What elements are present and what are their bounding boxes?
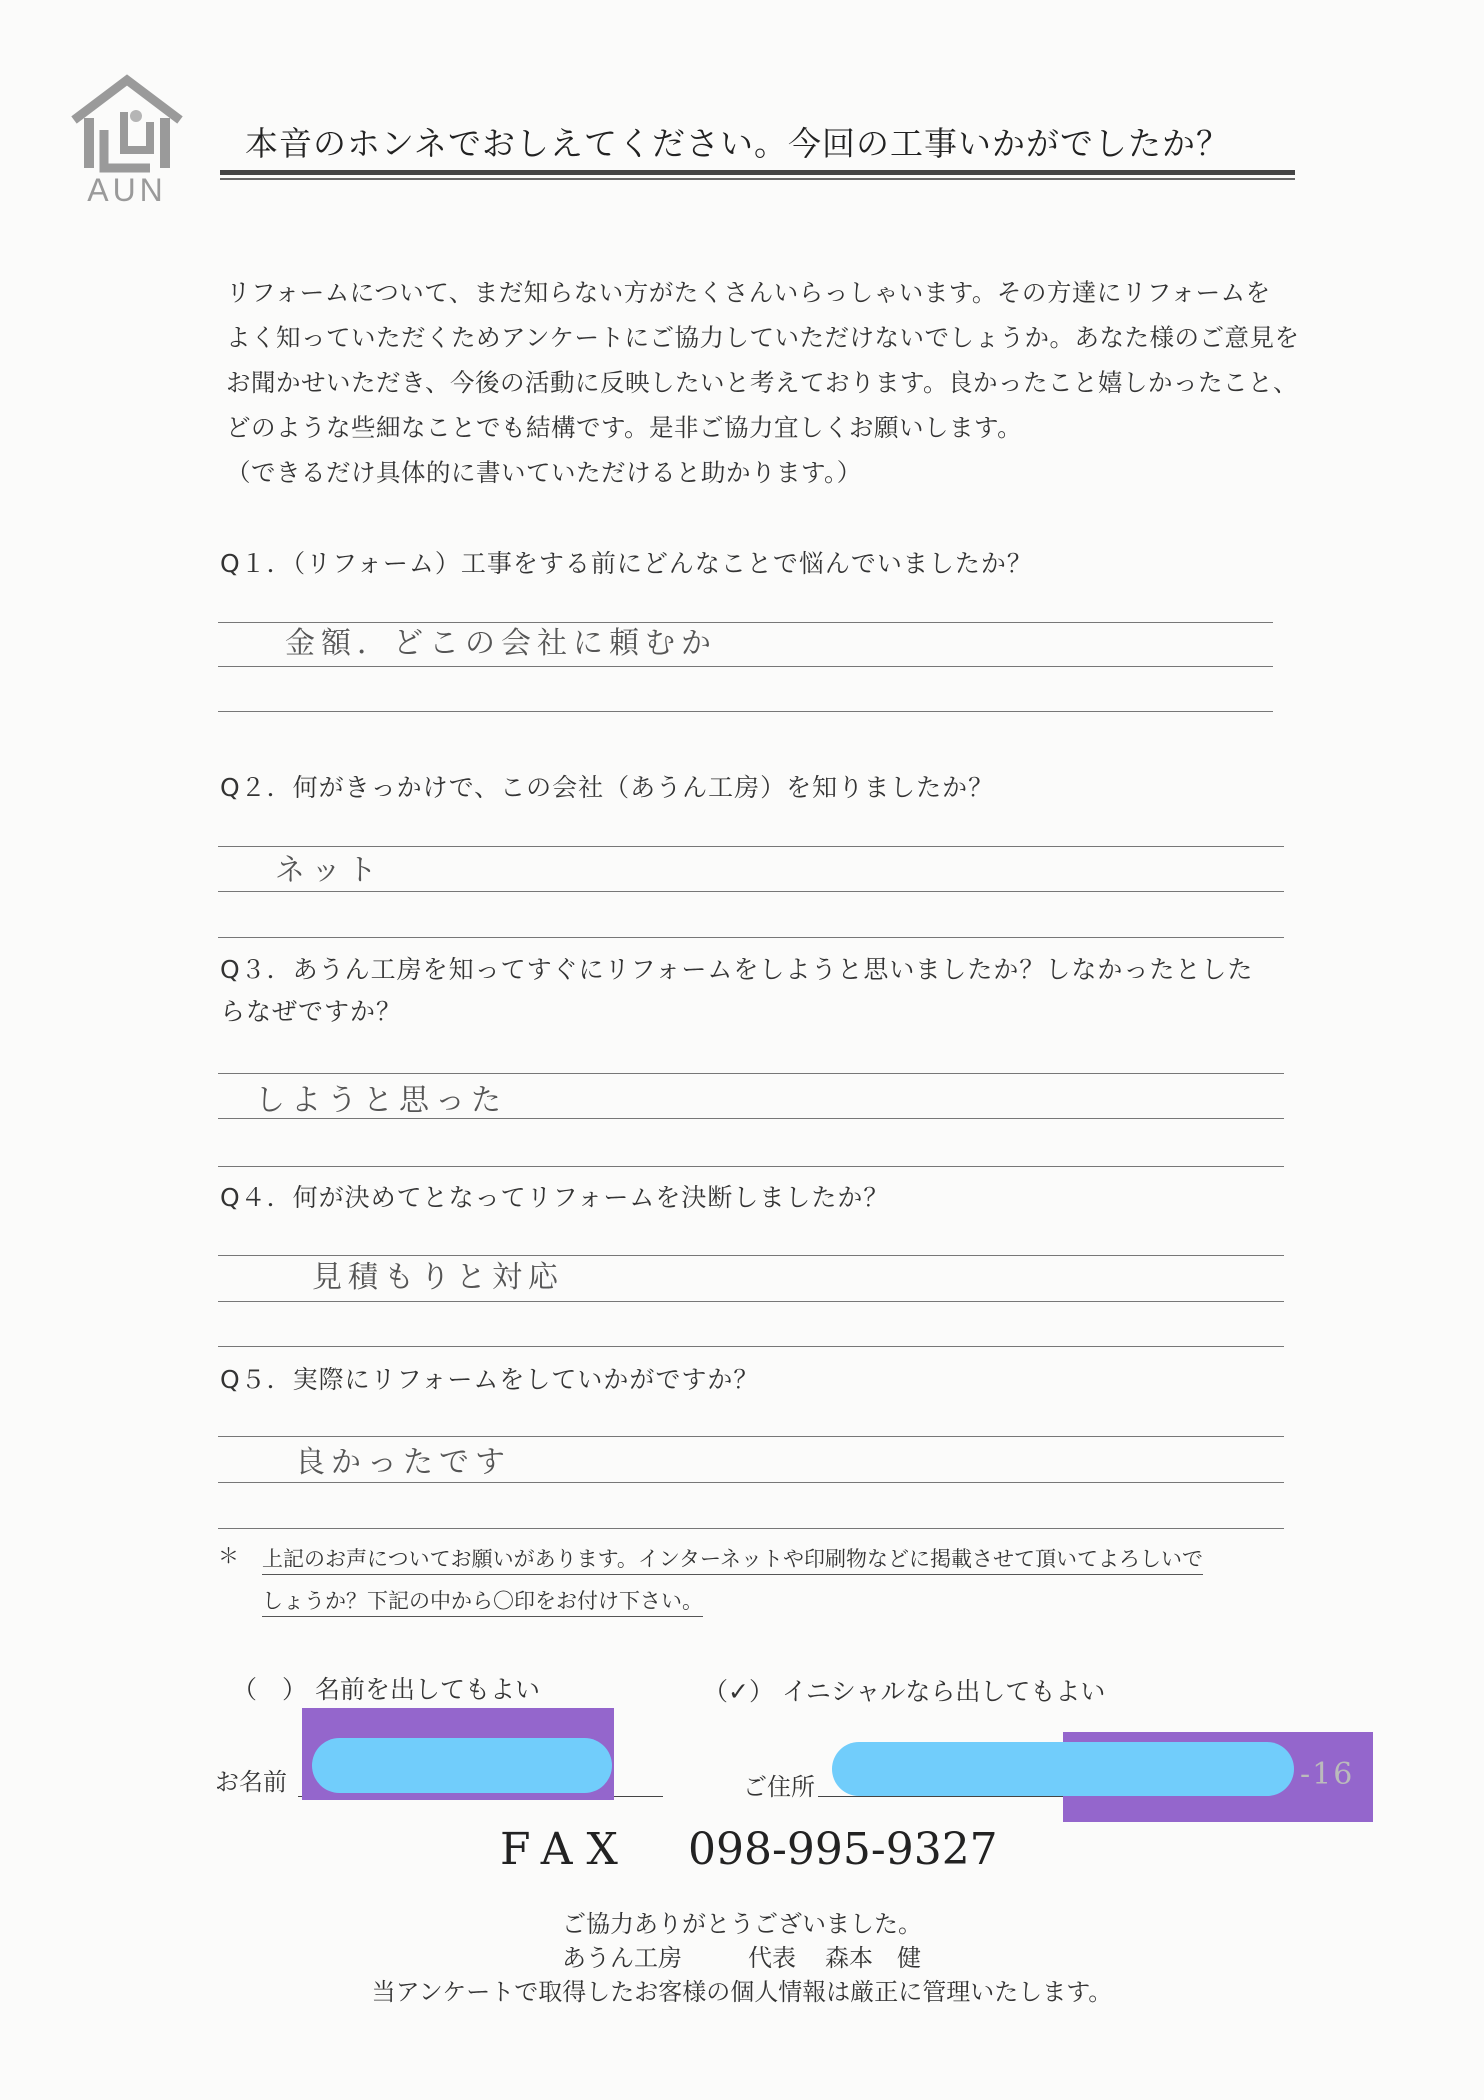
aun-logo xyxy=(62,72,192,212)
answer-3: しようと思った xyxy=(255,1083,507,1118)
fax-label: FAX xyxy=(500,1824,632,1875)
page-title: 本音のホンネでおしえてください。今回の工事いかがでしたか？ xyxy=(245,124,1231,163)
answer-line xyxy=(218,1346,1284,1347)
option-label: 名前を出してもよい xyxy=(314,1675,540,1704)
fax-number: 098-995-9327 xyxy=(688,1824,998,1875)
question-1: Q１．（リフォーム）工事をする前にどんなことで悩んでいましたか？ xyxy=(220,549,1033,578)
question-4: Q４．何が決めてとなってリフォームを決断しましたか？ xyxy=(220,1183,890,1212)
answer-5: 良かったです xyxy=(295,1445,511,1480)
intro-line: どのような些細なことでも結構です。是非ご協力宜しくお願いします。 xyxy=(226,413,1023,442)
option-name-checkbox[interactable] xyxy=(232,1670,540,1706)
name-label: お名前 xyxy=(215,1768,287,1796)
answer-line xyxy=(218,1301,1284,1302)
title-rule-thin xyxy=(220,178,1295,180)
answer-line xyxy=(218,937,1284,938)
question-3-cont: らなぜですか？ xyxy=(220,997,403,1026)
intro-paragraph xyxy=(226,270,1306,495)
address-suffix: -16 xyxy=(1300,1757,1355,1792)
option-mark: （✓） xyxy=(703,1677,774,1706)
answer-line xyxy=(218,1482,1284,1483)
answer-line xyxy=(218,1166,1284,1167)
answer-line xyxy=(218,1528,1284,1529)
note-line-1 xyxy=(262,1543,1203,1573)
answer-line xyxy=(218,666,1273,667)
note-line-2-text: しょうか？下記の中から〇印をお付け下さい。 xyxy=(262,1589,703,1617)
option-mark: （ ） xyxy=(232,1675,308,1704)
thanks-text: ご協力ありがとうございました。 xyxy=(562,1910,922,1938)
answer-4: 見積もりと対応 xyxy=(312,1260,564,1295)
answer-2: ネット xyxy=(275,853,383,888)
question-5: Q５．実際にリフォームをしていかがですか？ xyxy=(220,1365,760,1394)
rep-title: 代表 xyxy=(748,1944,796,1972)
note-mark: ＊ xyxy=(218,1544,239,1568)
question-2: Q２．何がきっかけで、この会社（あうん工房）を知りましたか？ xyxy=(220,773,995,802)
answer-line xyxy=(218,1118,1284,1119)
company-name: あうん工房 xyxy=(562,1944,682,1972)
question-3: Q３．あうん工房を知ってすぐにリフォームをしようと思いましたか？しなかったとした xyxy=(220,955,1254,984)
option-label: イニシャルなら出してもよい xyxy=(781,1677,1106,1706)
answer-1: 金額．どこの会社に頼むか xyxy=(285,626,717,661)
logo-text: AUN xyxy=(87,172,167,208)
intro-line: リフォームについて、まだ知らない方がたくさんいらっしゃいます。その方達にリフォームを xyxy=(226,278,1271,307)
address-label: ご住所 xyxy=(743,1773,815,1801)
answer-line xyxy=(218,711,1273,712)
intro-line: （できるだけ具体的に書いていただけると助かります。） xyxy=(226,458,862,487)
rep-name: 森本 健 xyxy=(825,1944,921,1972)
intro-line: お聞かせいただき、今後の活動に反映したいと考えております。良かったこと嬉しかったこと、 xyxy=(226,368,1299,397)
answer-line xyxy=(218,1073,1284,1074)
redaction-blur xyxy=(312,1738,612,1793)
privacy-note: 当アンケートで取得したお客様の個人情報は厳正に管理いたします。 xyxy=(371,1978,1113,2006)
option-initial-checkbox[interactable] xyxy=(703,1672,1105,1708)
title-rule xyxy=(220,170,1295,175)
redaction-blur xyxy=(832,1742,1294,1796)
note-line-2 xyxy=(262,1585,703,1615)
note-line-1-text: 上記のお声についてお願いがあります。インターネットや印刷物などに掲載させて頂いてよろしいで xyxy=(262,1547,1203,1575)
intro-line: よく知っていただくためアンケートにご協力していただけないでしょうか。あなた様のご意見を xyxy=(226,323,1300,352)
answer-line xyxy=(218,891,1284,892)
